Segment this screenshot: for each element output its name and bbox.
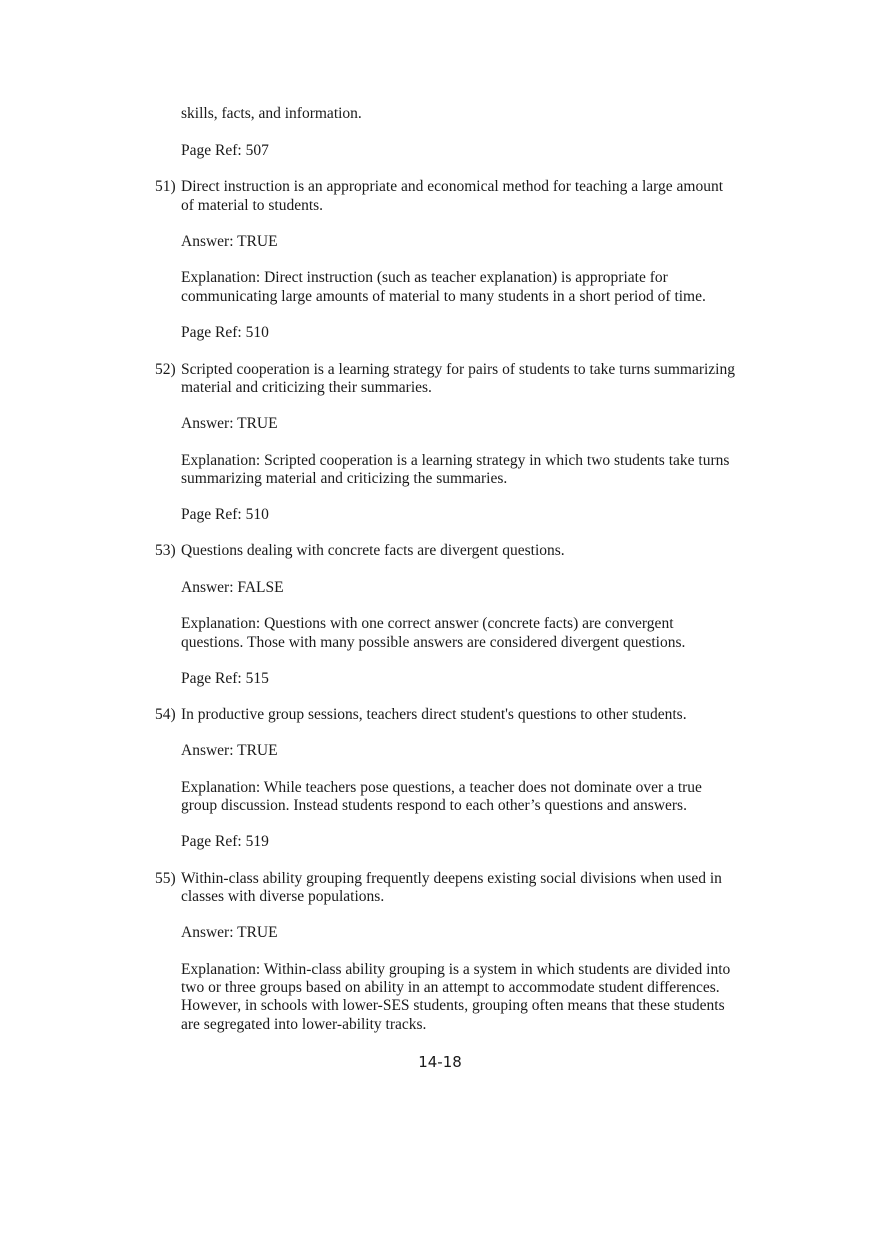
explanation-line: questions. Those with many possible answers are considered divergent questions.	[181, 634, 686, 651]
explanation-line: group discussion. Instead students respond to each other’s questions and answers.	[181, 797, 687, 814]
question-text-line: Questions dealing with concrete facts are divergent questions.	[181, 542, 565, 559]
explanation-line: are segregated into lower-ability tracks.	[181, 1016, 427, 1033]
question-text-line: Within-class ability grouping frequently deepens existing social divisions when used in	[181, 870, 722, 887]
question-text-line: classes with diverse populations.	[181, 888, 385, 905]
explanation-line: However, in schools with lower-SES students, grouping often means that these students	[181, 997, 725, 1014]
question-number: 53)	[155, 542, 176, 559]
page-ref: Page Ref: 510	[181, 324, 269, 341]
question-text-line: Scripted cooperation is a learning strategy for pairs of students to take turns summarizing	[181, 361, 735, 378]
page-number: 14-18	[418, 1053, 462, 1071]
question-text-line: In productive group sessions, teachers direct student's questions to other students.	[181, 706, 687, 723]
explanation-line: Explanation: Within-class ability grouping is a system in which students are divided into	[181, 961, 731, 978]
answer: Answer: TRUE	[181, 233, 278, 250]
answer: Answer: TRUE	[181, 415, 278, 432]
continuation-text: skills, facts, and information.	[181, 105, 362, 122]
explanation-line: Explanation: Scripted cooperation is a learning strategy in which two students take turns	[181, 452, 730, 469]
explanation-line: two or three groups based on ability in an attempt to accommodate student differences.	[181, 979, 720, 996]
question-number: 52)	[155, 361, 176, 378]
answer: Answer: TRUE	[181, 742, 278, 759]
question-number: 55)	[155, 870, 176, 887]
page-ref: Page Ref: 510	[181, 506, 269, 523]
page-ref: Page Ref: 507	[181, 142, 269, 159]
question-text-line: Direct instruction is an appropriate and economical method for teaching a large amount	[181, 178, 724, 195]
explanation-line: communicating large amounts of material to many students in a short period of time.	[181, 288, 706, 305]
explanation-line: Explanation: Questions with one correct answer (concrete facts) are convergent	[181, 615, 674, 632]
page-ref: Page Ref: 515	[181, 670, 269, 687]
question-number: 51)	[155, 178, 176, 195]
explanation-line: Explanation: While teachers pose questions, a teacher does not dominate over a true	[181, 779, 702, 796]
answer: Answer: FALSE	[181, 579, 284, 596]
explanation-line: summarizing material and criticizing the summaries.	[181, 470, 508, 487]
page-ref: Page Ref: 519	[181, 833, 269, 850]
question-text-line: of material to students.	[181, 197, 324, 214]
question-text-line: material and criticizing their summaries.	[181, 379, 432, 396]
explanation-line: Explanation: Direct instruction (such as teacher explanation) is appropriate for	[181, 269, 668, 286]
answer: Answer: TRUE	[181, 924, 278, 941]
question-number: 54)	[155, 706, 176, 723]
